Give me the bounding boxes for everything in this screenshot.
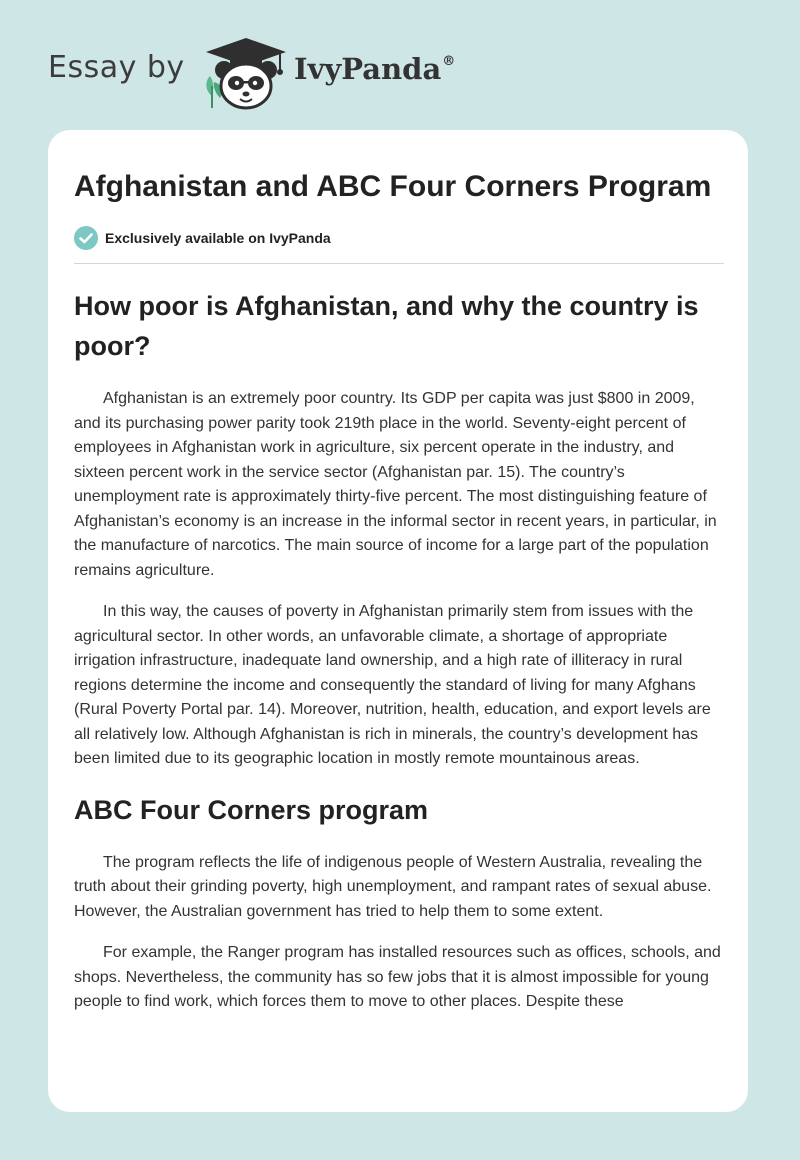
essay-content [74,166,724,1015]
section-heading-four-corners: ABC Four Corners program [74,794,429,825]
essay-title: Afghanistan and ABC Four Corners Program [74,170,712,203]
paragraph: In this way, the causes of poverty in Afghanistan primarily stem from issues with the agricultural sector. In other words, an unfavorable climate, a shortage of appropriate irrigation infrastructure, inadequate land ownership, and a high rate of illiteracy in rural regions determine the income and consequently the standard of living for many Afghans (Rural Poverty Portal par. 14). Moreover, nutrition, health, education, and export levels are all relatively low. Although Afghanistan is rich in minerals, the country’s development has been limited due to its geographic location in mostly remote mountainous areas. [74,603,711,767]
site-header [0,0,800,130]
registered-mark: ® [442,54,456,69]
brand-name-text: IvyPanda [294,52,442,86]
exclusive-badge-text: Exclusively available on IvyPanda [105,230,331,246]
brand-name[interactable] [294,52,455,86]
paragraph: Afghanistan is an extremely poor country. Its GDP per capita was just $800 in 2009, and its purchasing power parity took 219th place in the world. Seventy-eight percent of employees in Afghanistan work in agriculture, six percent operate in the industry, and sixteen percent work in the service sector (Afghanistan par. 15). The country’s unemployment rate is approximately thirty-five percent. The most distinguishing feature of Afghanistan’s economy is an increase in the informal sector in recent years, in particular, in the manufacture of narcotics. The main source of income for a large part of the population remains agriculture. [74,390,717,579]
panda-logo-icon[interactable] [200,36,292,110]
exclusive-badge [74,225,724,251]
paragraph: The program reflects the life of indigenous people of Western Australia, revealing the truth about their grinding poverty, high unemployment, and rampant rates of sexual abuse. However, the Australian government has tried to help them to some extent. [74,853,712,920]
section-heading-poverty: How poor is Afghanistan, and why the country is poor? [74,291,699,361]
essay-card [48,130,748,1112]
paragraph: For example, the Ranger program has installed resources such as offices, schools, and shops. Nevertheless, the community has so few jobs that it is almost impossible for young people to find work, which forces them to move to other places. Despite these [74,944,721,1010]
title-divider [74,263,724,264]
check-icon [74,226,98,250]
essay-by-label: Essay by [48,50,185,85]
